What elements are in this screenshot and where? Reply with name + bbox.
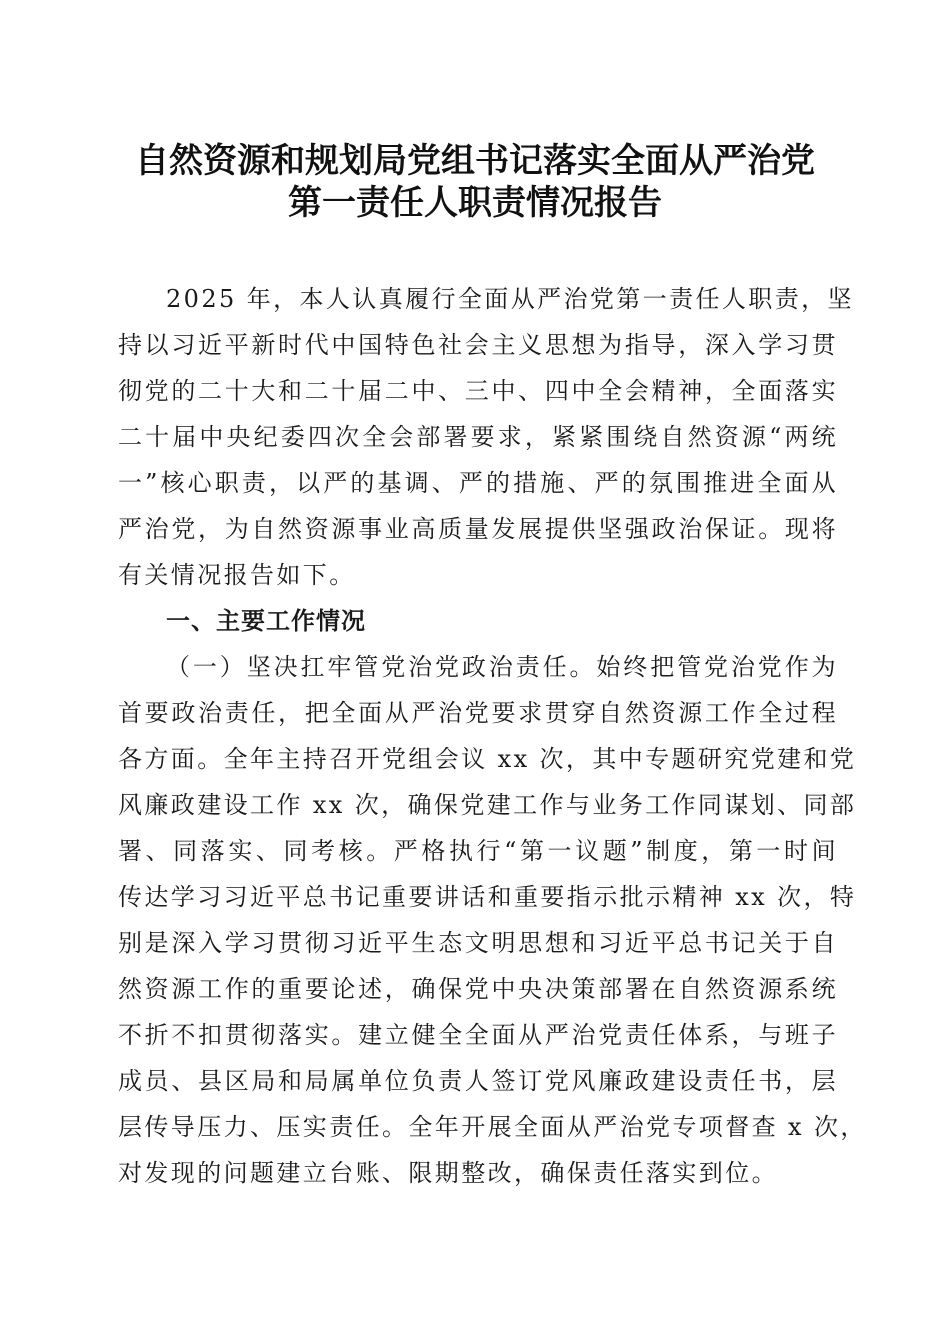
paragraph-line: 不折不扣贯彻落实。建立健全全面从严治党责任体系，与班子 [118, 1021, 838, 1049]
paragraph-line: 持以习近平新时代中国特色社会主义思想为指导，深入学习贯 [118, 331, 838, 359]
paragraph-line: 2025 年，本人认真履行全面从严治党第一责任人职责，坚 [166, 285, 854, 313]
paragraph-line: 风廉政建设工作 xx 次，确保党建工作与业务工作同谋划、同部 [118, 791, 857, 819]
paragraph-line: 首要政治责任，把全面从严治党要求贯穿自然资源工作全过程 [118, 699, 838, 727]
paragraph-line: 彻党的二十大和二十届二中、三中、四中全会精神，全面落实 [118, 377, 838, 405]
paragraph-line: 传达学习习近平总书记重要讲话和重要指示批示精神 xx 次，特 [118, 883, 857, 911]
document-title-line-1: 自然资源和规划局党组书记落实全面从严治党 [135, 141, 815, 181]
paragraph-line: 对发现的问题建立台账、限期整改，确保责任落实到位。 [118, 1159, 778, 1187]
paragraph-line: 严治党，为自然资源事业高质量发展提供坚强政治保证。现将 [118, 515, 838, 543]
paragraph-line: 层传导压力、压实责任。全年开展全面从严治党专项督查 x 次， [118, 1113, 867, 1141]
paragraph-line: 各方面。全年主持召开党组会议 xx 次，其中专题研究党建和党 [118, 745, 857, 773]
document-body [118, 276, 867, 1196]
paragraph-line: 成员、县区局和局属单位负责人签订党风廉政建设责任书，层 [118, 1067, 838, 1095]
paragraph-line: 二十届中央纪委四次全会部署要求，紧紧围绕自然资源“两统 [118, 423, 838, 451]
paragraph-line: 署、同落实、同考核。严格执行“第一议题”制度，第一时间 [118, 837, 838, 865]
document-title-line-2: 第一责任人职责情况报告 [288, 183, 662, 223]
paragraph-line: 有关情况报告如下。 [118, 561, 356, 589]
section-heading: 一、主要工作情况 [166, 607, 366, 635]
paragraph-line: （一）坚决扛牢管党治党政治责任。始终把管党治党作为 [166, 653, 838, 681]
paragraph-line: 然资源工作的重要论述，确保党中央决策部署在自然资源系统 [118, 975, 838, 1003]
paragraph-line: 别是深入学习贯彻习近平生态文明思想和习近平总书记关于自 [118, 929, 838, 957]
paragraph-line: 一”核心职责，以严的基调、严的措施、严的氛围推进全面从 [118, 469, 838, 497]
